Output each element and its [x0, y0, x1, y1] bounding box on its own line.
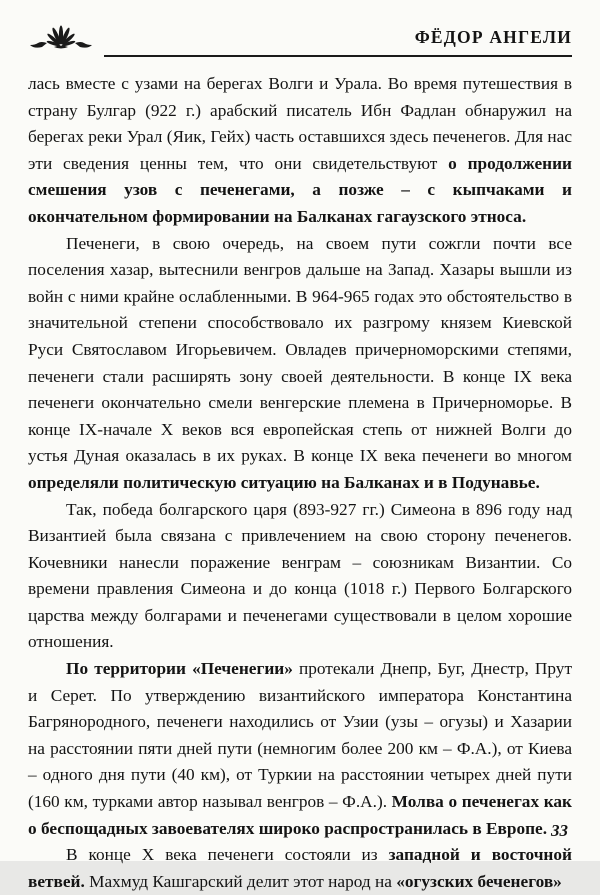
bold-text-run: определяли политическую ситуацию на Балканах и в Подунавье. [28, 472, 540, 492]
text-run: протекали Днепр, Буг, Днестр, Прут и Серет. По утверждению византийского императора Константина Багрянородного, печенеги находились от Узии (узы – огузы) и Хазарии на расстоянии пяти дней пути (немногим более 200 км – Ф.А.), от Киева – одного дня пути (40 км), от Туркии на расстоянии четырех дней пути (160 км, турками автор называл венгров – Ф.А.). [28, 659, 572, 812]
body-text [0, 57, 600, 895]
bold-text-run: Молва о печенегах как о беспощадных завоевателях широко распространилась в Европе. [28, 792, 572, 838]
page-number: 33 [551, 821, 568, 840]
text-run: В конце X века печенеги состояли из [66, 845, 389, 865]
bold-text-run: о продолжении смешения узов с печенегами, а позже – с кыпчаками и окончательном формировании на Балканах гагаузского этноса. [28, 153, 572, 226]
bold-text-run: По территории «Печенегии» [66, 659, 293, 679]
author-name: ФЁДОР АНГЕЛИ [414, 27, 572, 47]
paragraph [28, 231, 572, 497]
text-run: лась вместе с узами на берегах Волги и Урала. Во время путешествия в страну Булгар (922 г.) арабский писатель Ибн Фадлан обнаружил на берегах реки Урал (Яик, Гейх) часть оставшихся здесь печенегов. Для нас эти сведения ценны тем, что они свидетельствуют [28, 74, 572, 173]
bold-text-run: «огузских беченегов» [396, 871, 562, 891]
palmette-ornament-icon [28, 24, 94, 57]
text-run: Махмуд Кашгарский делит этот народ на [84, 871, 397, 891]
text-run: Печенеги, в свою очередь, на своем пути сожгли почти все поселения хазар, вытеснили венгров дальше на Запад. Хазары вышли из войн с ними крайне ослабленными. В 964-965 годах это обстоятельство в значительной степени способствовало их разгрому князем Киевской Руси Святославом Игорьевичем. Овладев причерноморскими степями, печенеги стали расширять зону своей деятельности. В конце IX века печенеги окончательно смели венгерские племена в Причерноморье. В конце IX-начале X веков вся европейская степь от нижней Волги до устья Дуная оказалась в их руках. В конце IX века печенеги во многом [28, 233, 572, 466]
paragraph [28, 71, 572, 231]
page-header [0, 0, 600, 57]
paragraph [28, 497, 572, 657]
bold-text-run: западной и восточной ветвей. [28, 845, 572, 891]
header-rule [104, 27, 572, 57]
paragraph [28, 656, 572, 842]
paragraph [28, 842, 572, 895]
text-run: Так, победа болгарского царя (893-927 гг.) Симеона в 896 году над Византией была связана с привлечением на свою сторону печенегов. Кочевники нанесли поражение венграм – союзникам Византии. Со времени правления Симеона и до конца (1018 г.) Первого Болгарского царства между болгарами и печенегами существовали в целом хорошие отношения. [28, 499, 572, 652]
